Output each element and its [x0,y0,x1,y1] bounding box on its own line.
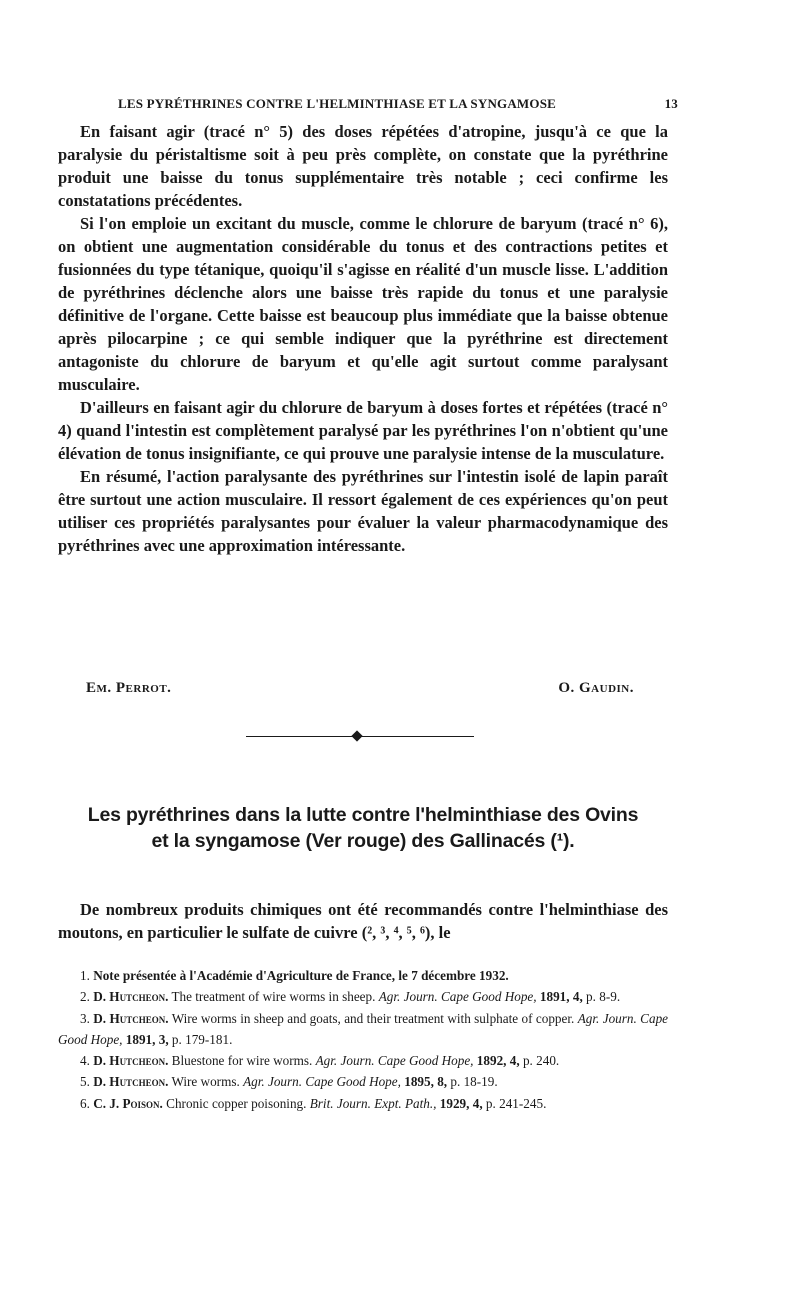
footnote-pages: p. 240. [522,1053,560,1069]
paragraph-doses-fortes: D'ailleurs en faisant agir du chlorure de baryum à doses fortes et répétées (tracé n° 4) quand l'intestin est complètement paralysé par les pyréthrines l'on n'obtient qu'une élévation de tonus insignifiante, ce qui prouve une paralysie intense de la musculature. [58,398,668,463]
footnote-pages: p. 8-9. [586,989,621,1005]
footnote-2 [58,986,668,1007]
page-number: 13 [664,96,678,111]
footnote-author: C. J. Poison. [93,1095,163,1111]
footnote-ref: 1929, 4, [439,1095,483,1111]
footnote-text: The treatment of wire worms in sheep. [171,989,376,1005]
footnote-6 [58,1093,668,1114]
footnote-1 [58,965,668,986]
paragraph-atropine: En faisant agir (tracé n° 5) des doses répétées d'atropine, jusqu'à ce que la paralysie du péristaltisme soit à peu près complète, on constate que la pyréthrine produit une baisse du tonus supplémentaire très notable ; ceci confirme les constatations précédentes. [58,122,668,210]
footnote-number: 5. [80,1074,90,1090]
footnote-pages: p. 179-181. [171,1031,233,1047]
footnote-journal: Agr. Journ. Cape Good Hope, [378,989,537,1005]
paragraph-resume: En résumé, l'action paralysante des pyréthrines sur l'intestin isolé de lapin paraît être surtout une action musculaire. Il ressort également de ces expériences qu'on peut utiliser ces propriétés paralysantes pour évaluer la valeur pharmacodynamique des pyréthrines avec une approximation intéressante. [58,467,668,555]
footnote-journal: Agr. Journ. Cape Good Hope, [243,1074,401,1090]
footnote-text: Wire worms in sheep and goats, and their treatment with sulphate of copper. [171,1010,575,1026]
section-divider [246,730,474,742]
footnote-journal: Agr. Journ. Cape Good Hope, [58,1010,669,1047]
footnote-text: Bluestone for wire worms. [171,1053,313,1069]
footnote-journal: Brit. Journ. Expt. Path., [309,1095,437,1111]
article-title-line-1: Les pyréthrines dans la lutte contre l'helminthiase des Ovins [87,804,639,826]
footnote-text: Chronic copper poisoning. [166,1095,307,1111]
footnote-journal: Agr. Journ. Cape Good Hope, [315,1053,474,1069]
signature-left: Em. Perrot. [86,680,172,696]
article-intro [58,898,668,944]
footnote-ref: 1891, 3, [125,1031,169,1047]
footnote-number: 2. [80,989,90,1005]
footnote-4 [58,1050,668,1071]
footnote-number: 4. [80,1053,90,1069]
footnote-pages: p. 18-19. [450,1074,498,1090]
footnote-pages: p. 241-245. [485,1095,547,1111]
intro-paragraph: De nombreux produits chimiques ont été recommandés contre l'helminthiase des moutons, en particulier le sulfate de cuivre (², ³, ⁴, ⁵, ⁶), le [58,900,668,942]
footnote-author: D. Hutcheon. [93,1074,169,1090]
footnote-author: D. Hutcheon. [93,1053,169,1069]
running-title: LES PYRÉTHRINES CONTRE L'HELMINTHIASE ET LA SYNGAMOSE [118,96,557,111]
footnote-number: 6. [80,1095,90,1111]
footnote-number: 1. [80,968,90,983]
footnotes [58,965,668,1114]
paragraph-baryum: Si l'on emploie un excitant du muscle, comme le chlorure de baryum (tracé n° 6), on obtient une augmentation considérable du tonus et des contractions petites et fusionnées du type tétanique, quoiqu'il s'agisse en réalité d'un muscle lisse. L'addition de pyréthrines déclenche alors une baisse très rapide du tonus et une paralysie définitive de l'organe. Cette baisse est beaucoup plus immédiate que la baisse obtenue après pilocarpine ; ce qui semble indiquer que la pyréthrine est directement antagoniste du chlorure de baryum et qu'elle agit surtout comme paralysant musculaire. [58,214,668,394]
footnote-ref: 1891, 4, [539,989,583,1005]
footnote-3 [58,1008,668,1051]
diamond-ornament-icon [351,730,362,741]
article-title [58,802,668,854]
footnote-text: Note présentée à l'Académie d'Agriculture de France, le 7 décembre 1932. [93,968,509,983]
footnote-text: Wire worms. [171,1074,240,1090]
body-text [58,120,668,557]
article-title-line-2: et la syngamose (Ver rouge) des Gallinacés (¹). [151,830,575,852]
footnote-5 [58,1071,668,1092]
footnote-author: D. Hutcheon. [93,989,169,1005]
footnote-author: D. Hutcheon. [93,1010,169,1026]
signature-right: O. Gaudin. [558,680,634,696]
footnote-number: 3. [80,1010,90,1026]
footnote-ref: 1892, 4, [476,1053,520,1069]
footnote-ref: 1895, 8, [404,1074,448,1090]
